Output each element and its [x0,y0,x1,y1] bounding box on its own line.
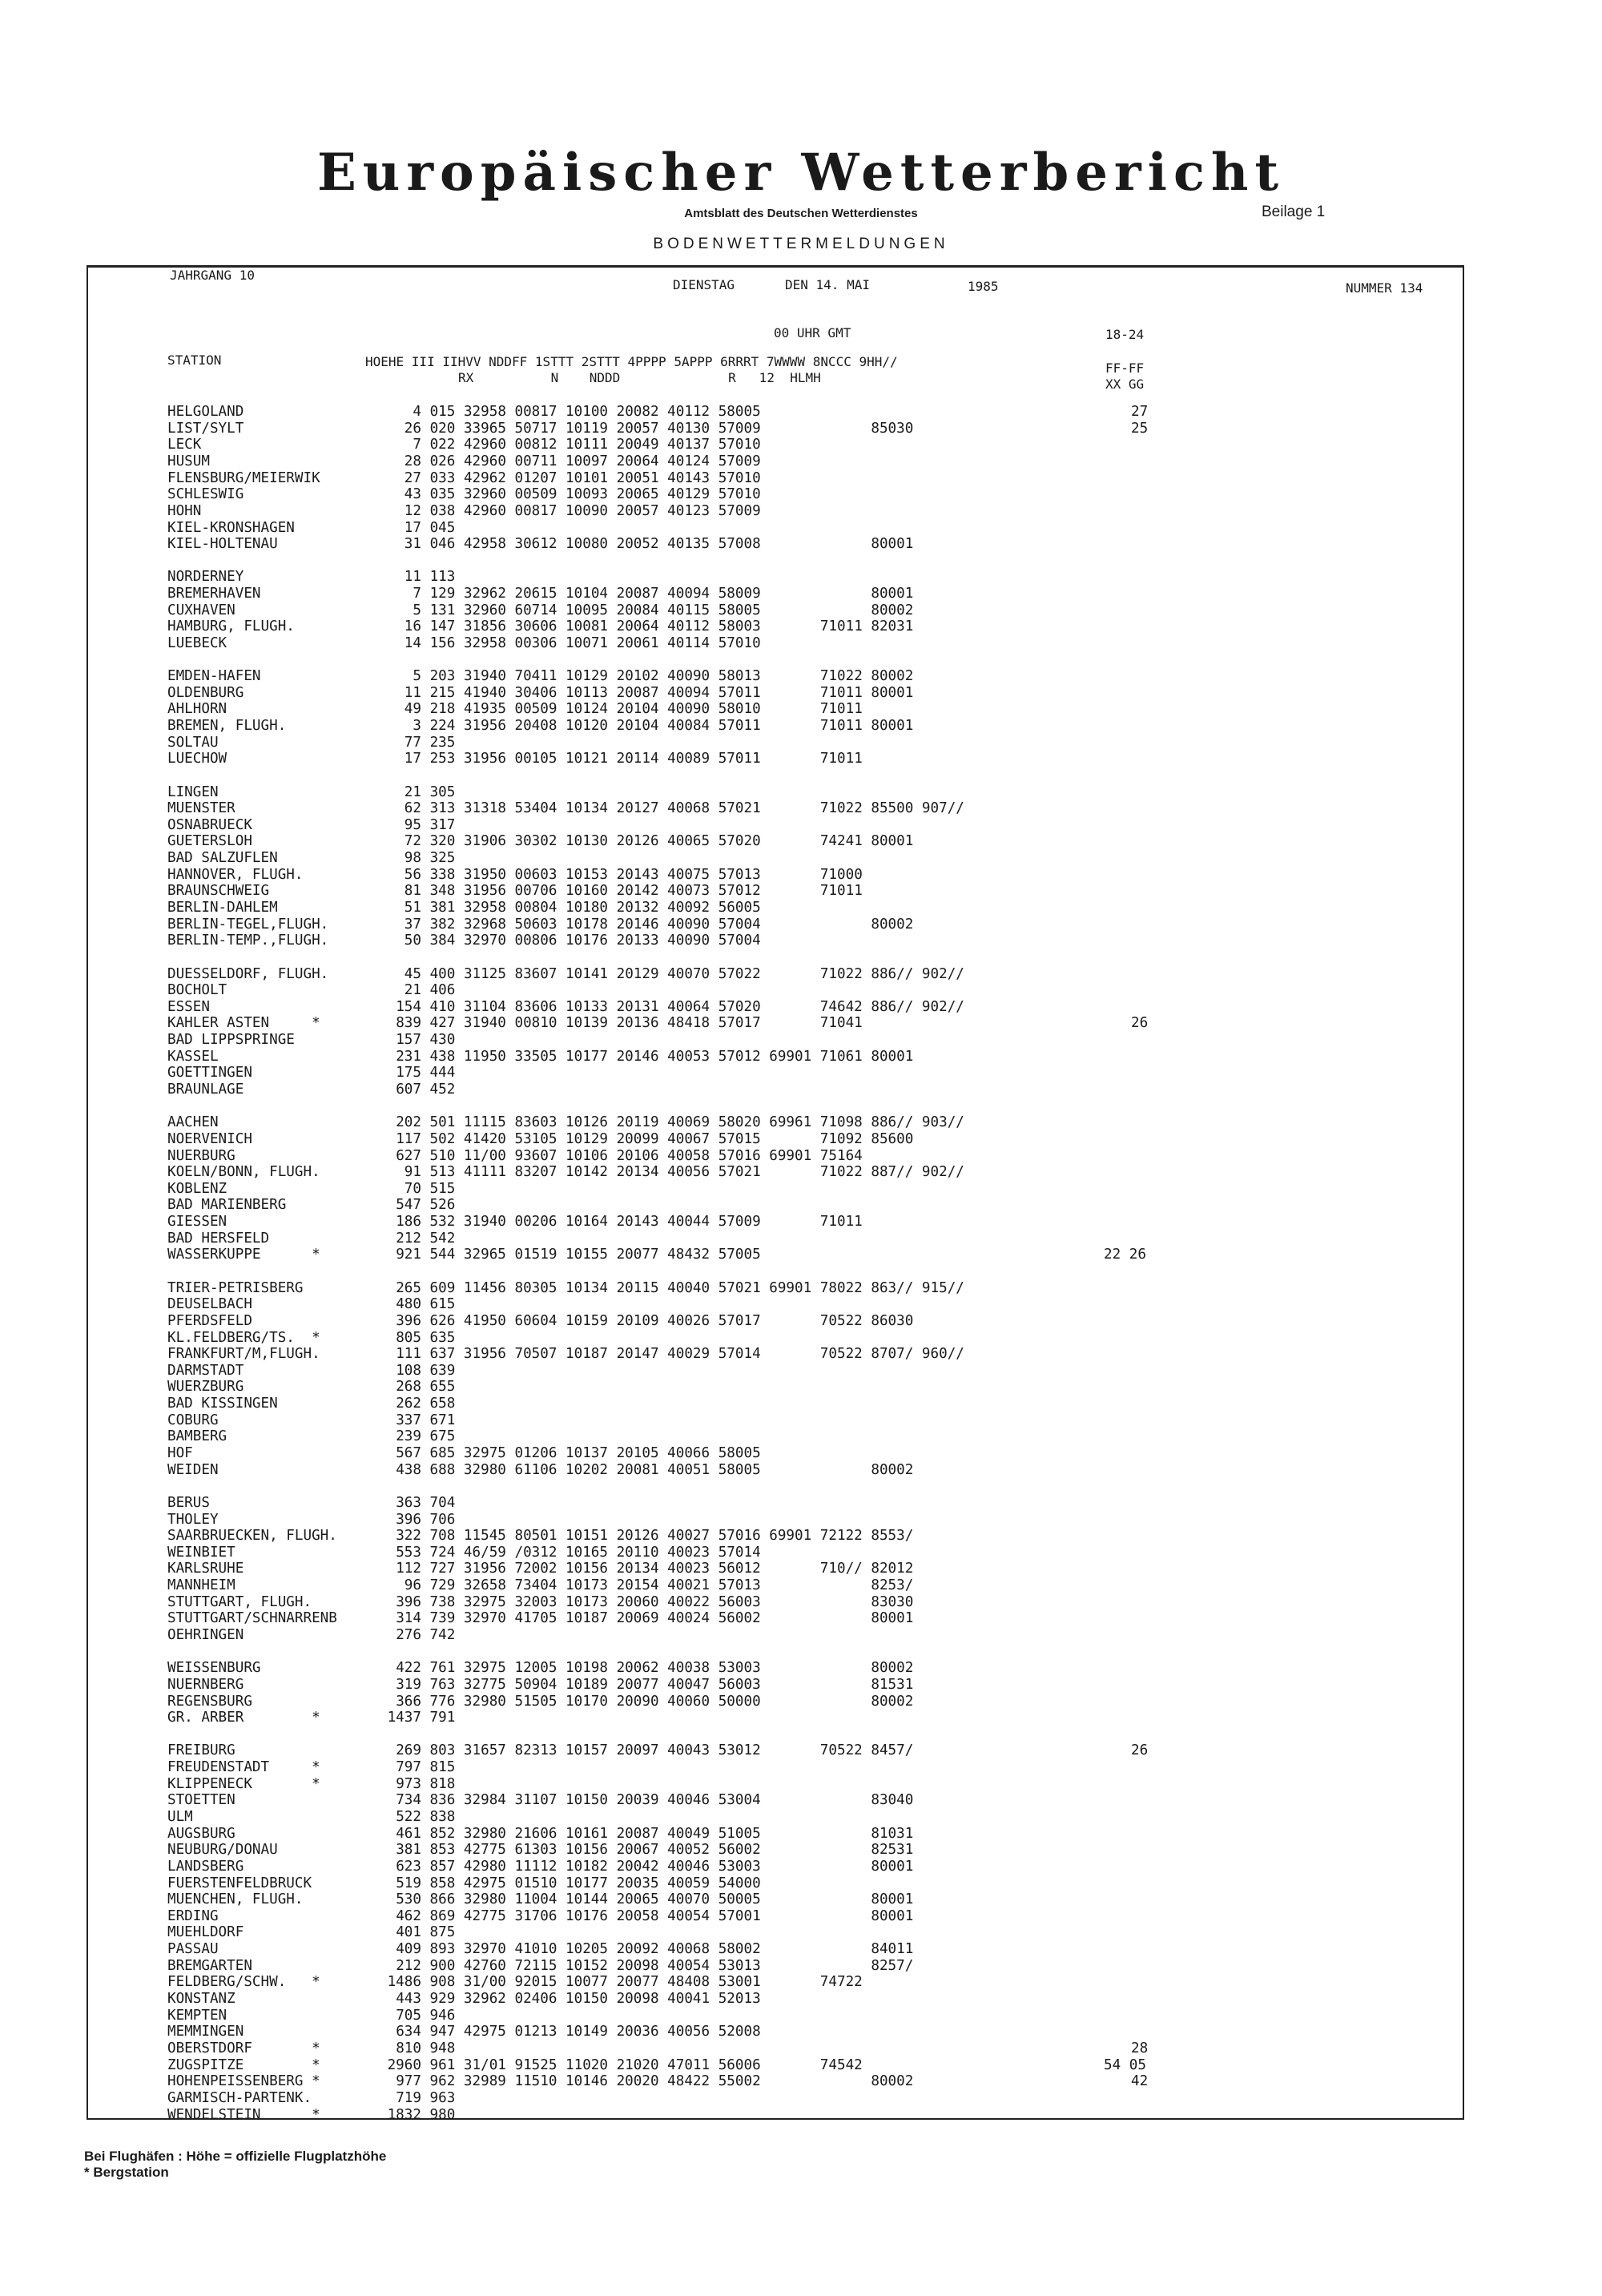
station-name: HANNOVER, FLUGH. [167,866,304,883]
footnote-mountain-station: * Bergstation [84,2165,169,2180]
station-values: 70 515 [404,1180,456,1197]
station-name: LUECHOW [167,751,227,767]
station-values: 422 761 32975 12005 10198 20062 40038 53003 80002 [396,1660,914,1677]
station-values: 202 501 11115 83603 10126 20119 40069 58020 69961 71098 886// 903// [396,1114,964,1131]
station-values: 719 963 [396,2089,456,2106]
station-values: 16 147 31856 30606 10081 20064 40112 58003 71011 82031 [404,618,914,635]
station-name: OEHRINGEN [167,1627,244,1644]
station-name: KARLSRUHE [167,1561,244,1577]
station-name: TRIER-PETRISBERG [167,1279,304,1296]
station-name: KOELN/BONN, FLUGH. [167,1164,320,1181]
station-values: 91 513 41111 83207 10142 20134 40056 57021 71022 887// 902// [404,1164,964,1181]
station-values: 268 655 [396,1379,456,1396]
station-values: 108 639 [396,1362,456,1379]
station-values: 37 382 32968 50603 10178 20146 40090 57004 80002 [404,916,914,932]
station-values: 322 708 11545 80501 10151 20126 40027 57016 69901 72122 8553/ [396,1528,914,1545]
station-name: KASSEL [167,1048,219,1065]
station-name: MUENCHEN, FLUGH. [167,1891,304,1908]
station-values: 21 406 [404,982,456,999]
station-values: 396 706 [396,1511,456,1528]
station-values: 401 875 [396,1924,456,1941]
station-values: 117 502 41420 53105 10129 20099 40067 57015 71092 85600 [396,1130,914,1147]
station-values: 51 381 32958 00804 10180 20132 40092 56005 [404,900,761,916]
station-values: 112 727 31956 72002 10156 20134 40023 56012 710// 82012 [396,1561,914,1577]
beilage-label: Beilage 1 [1262,203,1326,220]
station-values: 31 046 42958 30612 10080 20052 40135 57008 80001 [404,536,914,553]
station-name: OSNABRUECK [167,816,252,833]
station-values: 627 510 11/00 93607 10106 20106 40058 57016 69901 75164 [396,1147,863,1164]
column-ff-line2: XX GG [1105,377,1145,392]
station-name: GARMISCH-PARTENK. [167,2089,312,2106]
station-name: BERLIN-TEMP.,FLUGH. [167,932,329,949]
station-values: 3 224 31956 20408 10120 20104 40084 57011 71011 80001 [413,718,914,735]
station-name: HOF [167,1445,193,1462]
station-values: 157 430 [396,1032,456,1049]
station-values: 366 776 32980 51505 10170 20090 40060 50000 80002 [396,1693,914,1710]
station-name: FLENSBURG/MEIERWIK [167,469,320,486]
station-values: 231 438 11950 33505 10177 20146 40053 57012 69901 71061 80001 [396,1048,914,1065]
station-values: 522 838 [396,1808,456,1825]
station-name: MUEHLDORF [167,1924,244,1941]
page-title: Europäischer Wetterbericht [317,143,1285,203]
station-values: 7 129 32962 20615 10104 20087 40094 58009 80001 [413,586,914,602]
station-values: 98 325 [404,850,456,867]
station-name: PASSAU [167,1941,219,1958]
station-name: KOBLENZ [167,1180,227,1197]
station-values: 480 615 [396,1296,456,1313]
station-name: HUSUM [167,453,210,469]
station-name: MEMMINGEN [167,2024,244,2040]
station-ff: 22 26 [1104,1247,1146,1263]
station-values: 4 015 32958 00817 10100 20082 40112 58005 [413,404,761,420]
jahrgang: JAHRGANG 10 [170,268,255,283]
station-values: 45 400 31125 83607 10141 20129 40070 57022 71022 886// 902// [404,965,964,982]
station-name: WENDELSTEIN * [167,2106,320,2123]
station-name: COBURG [167,1412,219,1428]
station-name: KAHLER ASTEN * [167,1015,320,1032]
station-values: 17 253 31956 00105 10121 20114 40089 57011 71011 [404,751,863,767]
station-name: OBERSTDORF * [167,2040,320,2056]
station-ff: 25 [1131,420,1149,437]
station-name: GIESSEN [167,1214,227,1231]
station-name: BOCHOLT [167,982,227,999]
station-ff: 42 [1131,2073,1149,2090]
station-name: KIEL-HOLTENAU [167,536,278,553]
station-name: GR. ARBER * [167,1710,320,1726]
station-name: KL.FELDBERG/TS. * [167,1329,320,1346]
station-name: BREMGARTEN [167,1957,252,1974]
station-name: THOLEY [167,1511,219,1528]
footnote-airports: Bei Flughäfen : Höhe = offizielle Flugplatzhöhe [84,2149,387,2164]
column-header-line1: HOEHE III IIHVV NDDFF 1STTT 2STTT 4PPPP 5APPP 6RRRT 7WWWW 8NCCC 9HH// [365,354,898,369]
station-values: 443 929 32962 02406 10150 20098 40041 52013 [396,1991,761,2008]
weekday: DIENSTAG [673,277,735,292]
period-label: 18-24 [1105,327,1145,342]
station-values: 1437 791 [387,1710,456,1726]
station-values: 462 869 42775 31706 10176 20058 40054 57001 80001 [396,1907,914,1924]
station-values: 14 156 32958 00306 10071 20061 40114 57010 [404,634,761,651]
station-name: BAD LIPPSPRINGE [167,1032,295,1049]
station-values: 409 893 32970 41010 10205 20092 40068 58002 84011 [396,1941,914,1958]
station-values: 314 739 32970 41705 10187 20069 40024 56002 80001 [396,1610,914,1627]
station-name: STOETTEN [167,1792,235,1809]
station-name: WASSERKUPPE * [167,1247,320,1263]
station-name: LUEBECK [167,634,227,651]
station-values: 7 022 42960 00812 10111 20049 40137 57010 [413,437,761,453]
station-name: LECK [167,437,202,453]
station-values: 49 218 41935 00509 10124 20104 40090 58010 71011 [404,701,863,718]
station-values: 623 857 42980 11112 10182 20042 40046 53003 80001 [396,1858,914,1875]
station-values: 461 852 32980 21606 10161 20087 40049 51005 81031 [396,1825,914,1842]
station-name: BRAUNLAGE [167,1082,244,1098]
station-name: ULM [167,1808,193,1825]
station-values: 212 542 [396,1230,456,1247]
station-values: 839 427 31940 00810 10139 20136 48418 57017 71041 [396,1015,863,1032]
station-values: 265 609 11456 80305 10134 20115 40040 57021 69901 78022 863// 915// [396,1279,964,1296]
station-name: FREIBURG [167,1742,235,1759]
station-values: 276 742 [396,1627,456,1644]
station-values: 553 724 46/59 /0312 10165 20110 40023 57014 [396,1544,761,1561]
station-ff: 26 [1131,1742,1149,1759]
station-name: BERUS [167,1494,210,1511]
station-name: NOERVENICH [167,1130,252,1147]
station-name: WUERZBURG [167,1379,244,1396]
station-values: 805 635 [396,1329,456,1346]
station-values: 567 685 32975 01206 10137 20105 40066 58005 [396,1445,761,1462]
station-name: OLDENBURG [167,684,244,701]
station-values: 319 763 32775 50904 10189 20077 40047 56003 81531 [396,1676,914,1693]
station-name: REGENSBURG [167,1693,252,1710]
station-name: DARMSTADT [167,1362,244,1379]
station-name: PFERDSFELD [167,1312,252,1329]
station-values: 28 026 42960 00711 10097 20064 40124 57009 [404,453,761,469]
station-name: WEISSENBURG [167,1660,261,1677]
station-values: 973 818 [396,1775,456,1792]
station-values: 396 738 32975 32003 10173 20060 40022 56003 83030 [396,1593,914,1610]
station-values: 634 947 42975 01213 10149 20036 40056 52008 [396,2024,761,2040]
column-header-line2: RX N NDDD R 12 HLMH [458,370,821,385]
station-values: 363 704 [396,1494,456,1511]
station-values: 175 444 [396,1065,456,1082]
station-values: 269 803 31657 82313 10157 20097 40043 53012 70522 8457/ [396,1742,914,1759]
station-values: 11 215 41940 30406 10113 20087 40094 57011 71011 80001 [404,684,914,701]
station-name: WEIDEN [167,1461,219,1478]
station-name: KONSTANZ [167,1991,235,2008]
station-values: 5 203 31940 70411 10129 20102 40090 58013 71022 80002 [413,668,914,685]
station-name: BERLIN-DAHLEM [167,900,278,916]
station-values: 11 113 [404,569,456,586]
station-name: BAD KISSINGEN [167,1396,278,1412]
station-values: 797 815 [396,1758,456,1775]
station-name: AHLHORN [167,701,227,718]
station-name: AACHEN [167,1114,219,1131]
station-values: 705 946 [396,2007,456,2024]
station-values: 239 675 [396,1428,456,1445]
station-values: 212 900 42760 72115 10152 20098 40054 53013 8257/ [396,1957,914,1974]
station-name: HELGOLAND [167,404,244,420]
station-name: DUESSELDORF, FLUGH. [167,965,329,982]
station-values: 5 131 32960 60714 10095 20084 40115 58005 80002 [413,602,914,618]
subtitle: Amtsblatt des Deutschen Wetterdienstes [684,207,918,220]
station-name: HOHN [167,502,202,519]
station-name: STUTTGART/SCHNARRENB [167,1610,337,1627]
station-values: 186 532 31940 00206 10164 20143 40044 57009 71011 [396,1214,863,1231]
station-values: 607 452 [396,1082,456,1098]
station-values: 381 853 42775 61303 10156 20067 40052 56002 82531 [396,1842,914,1859]
station-name: GUETERSLOH [167,833,252,850]
station-values: 519 858 42975 01510 10177 20035 40059 54000 [396,1875,761,1891]
station-name: KLIPPENECK * [167,1775,320,1792]
station-values: 56 338 31950 00603 10153 20143 40075 57013 71000 [404,866,863,883]
station-name: STUTTGART, FLUGH. [167,1593,312,1610]
station-values: 1832 980 [387,2106,456,2123]
station-name: NUERNBERG [167,1676,244,1693]
station-name: MANNHEIM [167,1577,235,1594]
station-name: HOHENPEISSENBERG * [167,2073,320,2090]
station-name: ESSEN [167,998,210,1015]
station-values: 438 688 32980 61106 10202 20081 40051 58005 80002 [396,1461,914,1478]
year: 1985 [968,279,999,294]
station-name: FELDBERG/SCHW. * [167,1974,320,1991]
station-name: BAD SALZUFLEN [167,850,278,867]
station-name: DEUSELBACH [167,1296,252,1313]
station-values: 81 348 31956 00706 10160 20142 40073 57012 71011 [404,883,863,900]
station-name: BAD HERSFELD [167,1230,270,1247]
column-ff-line1: FF-FF [1105,361,1145,376]
station-values: 77 235 [404,734,456,751]
station-values: 96 729 32658 73404 10173 20154 40021 57013 8253/ [404,1577,914,1594]
station-name: SOLTAU [167,734,219,751]
station-name: NUERBURG [167,1147,235,1164]
station-values: 734 836 32984 31107 10150 20039 40046 53004 83040 [396,1792,914,1809]
time-label: 00 UHR GMT [774,325,851,340]
section-title: BODENWETTERMELDUNGEN [653,236,949,252]
station-name: AUGSBURG [167,1825,235,1842]
station-name: MUENSTER [167,800,235,817]
station-name: BREMEN, FLUGH. [167,718,287,735]
station-name: NORDERNEY [167,569,244,586]
station-name: ZUGSPITZE * [167,2056,320,2073]
station-name: KIEL-KRONSHAGEN [167,519,295,536]
station-values: 810 948 [396,2040,456,2056]
station-name: EMDEN-HAFEN [167,668,261,685]
station-name: SCHLESWIG [167,486,244,503]
station-name: ERDING [167,1907,219,1924]
station-ff: 26 [1131,1015,1149,1032]
station-name: LIST/SYLT [167,420,244,437]
station-name: HAMBURG, FLUGH. [167,618,295,635]
station-name: BRAUNSCHWEIG [167,883,270,900]
station-values: 95 317 [404,816,456,833]
station-values: 2960 961 31/01 91525 11020 21020 47011 56006 74542 [387,2056,863,2073]
station-values: 12 038 42960 00817 10090 20057 40123 57009 [404,502,761,519]
station-name: BAD MARIENBERG [167,1197,287,1214]
station-ff: 54 05 [1104,2056,1146,2073]
station-name: BERLIN-TEGEL,FLUGH. [167,916,329,932]
station-values: 27 033 42962 01207 10101 20051 40143 57010 [404,469,761,486]
station-values: 50 384 32970 00806 10176 20133 40090 57004 [404,932,761,949]
station-values: 111 637 31956 70507 10187 20147 40029 57014 70522 8707/ 960// [396,1346,964,1363]
station-name: SAARBRUECKEN, FLUGH. [167,1528,337,1545]
station-name: NEUBURG/DONAU [167,1842,278,1859]
station-values: 43 035 32960 00509 10093 20065 40129 57010 [404,486,761,503]
station-name: FUERSTENFELDBRUCK [167,1875,312,1891]
station-values: 977 962 32989 11510 10146 20020 48422 55002 80002 [396,2073,914,2090]
station-name: BREMERHAVEN [167,586,261,602]
station-ff: 28 [1131,2040,1149,2056]
station-name: WEINBIET [167,1544,235,1561]
station-ff: 27 [1131,404,1149,420]
station-name: CUXHAVEN [167,602,235,618]
station-values: 337 671 [396,1412,456,1428]
station-name: KEMPTEN [167,2007,227,2024]
station-values: 921 544 32965 01519 10155 20077 48432 57005 [396,1247,761,1263]
station-values: 17 045 [404,519,456,536]
column-station: STATION [167,352,222,368]
station-name: GOETTINGEN [167,1065,252,1082]
date: DEN 14. MAI [785,277,870,292]
station-values: 262 658 [396,1396,456,1412]
station-name: LINGEN [167,783,219,800]
station-values: 396 626 41950 60604 10159 20109 40026 57017 70522 86030 [396,1312,914,1329]
station-values: 1486 908 31/00 92015 10077 20077 48408 53001 74722 [387,1974,863,1991]
station-name: BAMBERG [167,1428,227,1445]
station-values: 62 313 31318 53404 10134 20127 40068 57021 71022 85500 907// [404,800,964,817]
station-name: FRANKFURT/M,FLUGH. [167,1346,320,1363]
station-values: 547 526 [396,1197,456,1214]
station-values: 26 020 33965 50717 10119 20057 40130 57009 85030 [404,420,914,437]
station-values: 154 410 31104 83606 10133 20131 40064 57020 74642 886// 902// [396,998,964,1015]
station-values: 21 305 [404,783,456,800]
station-values: 72 320 31906 30302 10130 20126 40065 57020 74241 80001 [404,833,914,850]
station-values: 530 866 32980 11004 10144 20065 40070 50005 80001 [396,1891,914,1908]
station-name: LANDSBERG [167,1858,244,1875]
station-name: FREUDENSTADT * [167,1758,320,1775]
issue-number: NUMMER 134 [1346,280,1423,296]
